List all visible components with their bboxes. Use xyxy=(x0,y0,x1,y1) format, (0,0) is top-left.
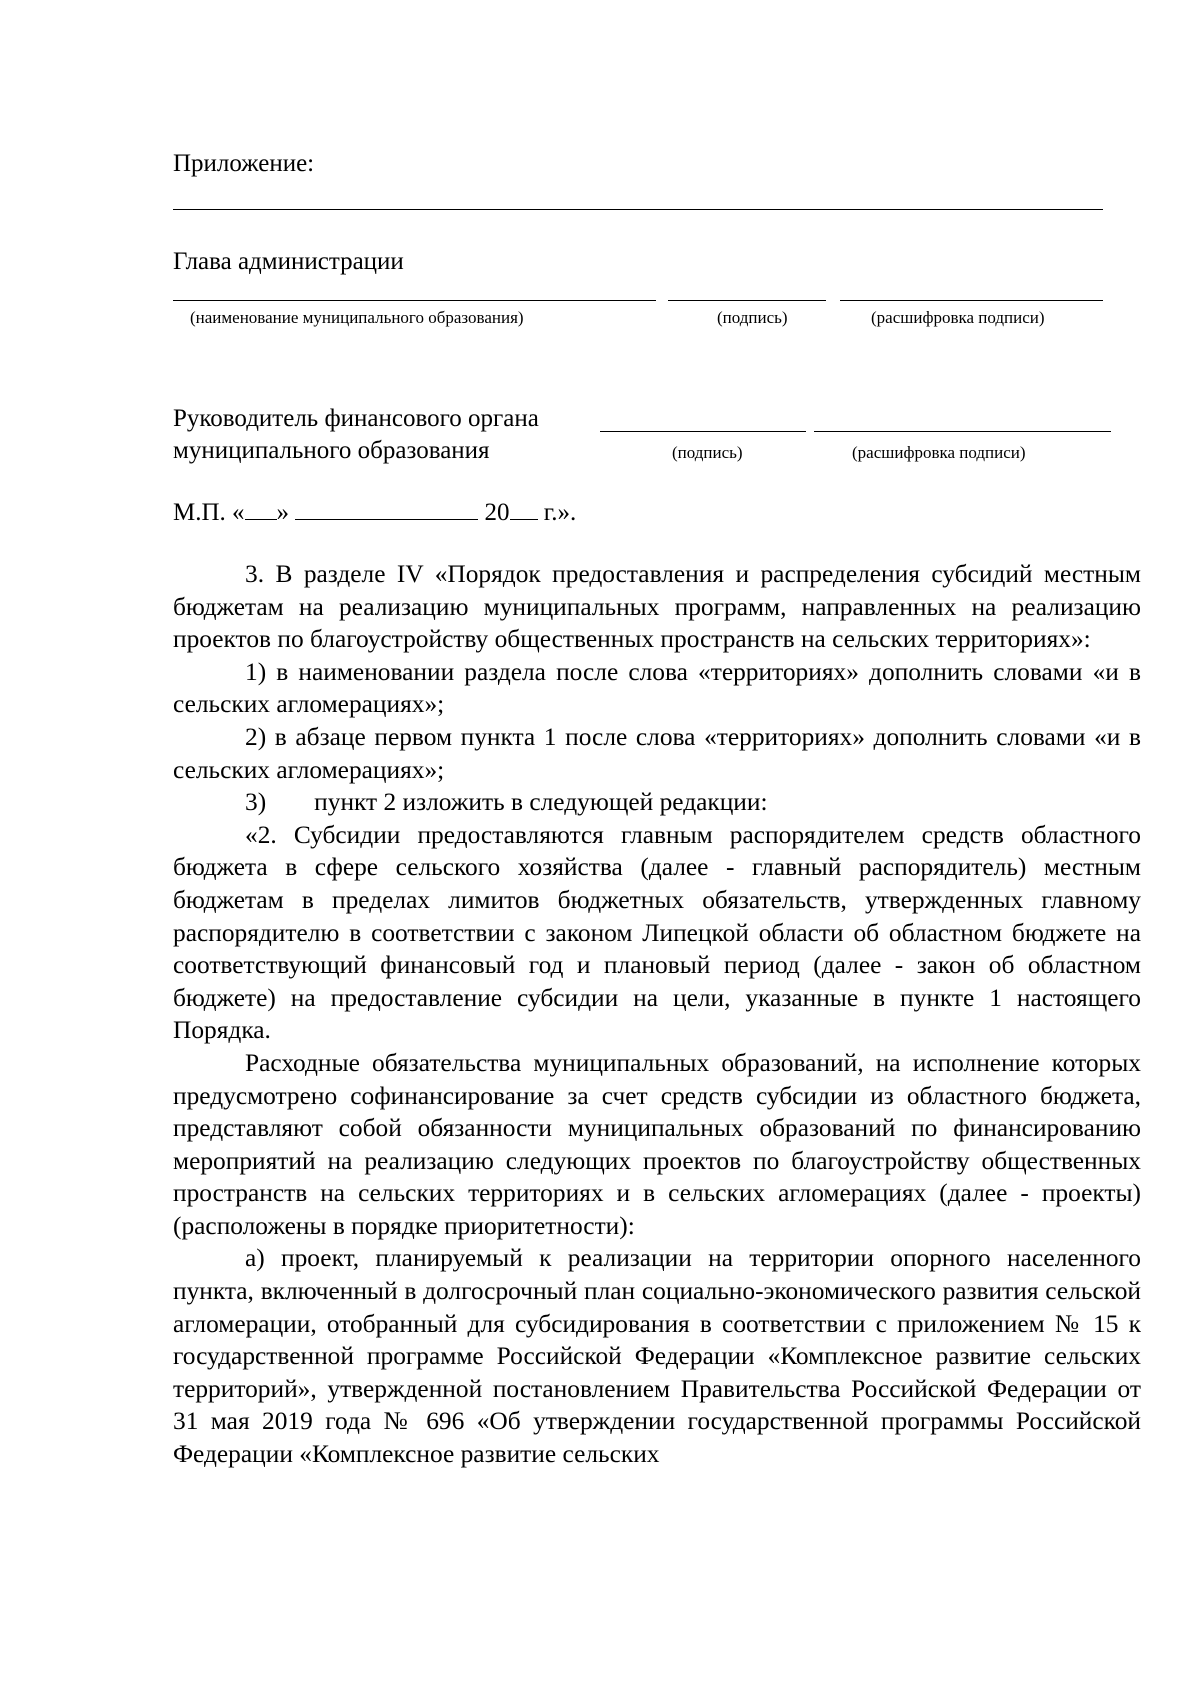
finance-signature-line xyxy=(600,431,806,432)
appendix-fill-line xyxy=(173,209,1103,210)
municipality-caption: (наименование муниципального образования) xyxy=(190,308,524,327)
item-3-number: 3) xyxy=(245,788,267,817)
paragraph-item-1: 1) в наименовании раздела после слова «территориях» дополнить словами «и в сельских агломерациях»; xyxy=(173,657,1141,719)
paragraph-point-2: «2. Субсидии предоставляются главным распорядителем средств областного бюджета в сфере сельского хозяйства (далее - главный распорядитель) местным бюджетам в пределах лимитов бюджетных обязательств, утвержденных главному распорядителю в соответствии с законом Липецкой области об областном бюджете на соответствующий финансовый год и плановый период (далее - закон об областном бюджете) на предоставление субсидии на цели, указанные в пункте 1 настоящего Порядка. xyxy=(173,820,1141,1045)
seal-year: 20 xyxy=(484,499,510,526)
finance-decoding-caption: (расшифровка подписи) xyxy=(852,443,1026,462)
head-signature-caption: (подпись) xyxy=(717,308,788,327)
paragraph-section-iv: 3. В разделе IV «Порядок предоставления и распределения субсидий местным бюджетам на реализацию муниципальных программ, направленных на реализацию проектов по благоустройству общественных пространств на сельских территориях»: xyxy=(173,560,1141,654)
month-blank xyxy=(295,497,478,520)
head-decoding-line xyxy=(840,300,1103,301)
paragraph-item-3 xyxy=(173,786,1141,819)
day-blank xyxy=(245,497,277,520)
finance-decoding-line xyxy=(814,431,1111,432)
seal-prefix: М.П. « xyxy=(173,499,245,526)
head-decoding-caption: (расшифровка подписи) xyxy=(871,308,1045,327)
item-3-text: пункт 2 изложить в следующей редакции: xyxy=(314,788,768,817)
head-signature-line xyxy=(668,300,826,301)
head-title: Глава администрации xyxy=(173,248,404,275)
paragraph-subitem-a: а) проект, планируемый к реализации на территории опорного населенного пункта, включенный в долгосрочный план социально-экономического развития сельской агломерации, отобранный для субсидирования в соответствии с приложением № 15 к государственной программе Российской Федерации «Комплексное развитие сельских территорий», утвержденной постановлением Правительства Российской Федерации от 31 мая 2019 года № 696 «Об утверждении государственной программы Российской Федерации «Комплексное развитие сельских xyxy=(173,1244,1141,1469)
paragraph-item-2: 2) в абзаце первом пункта 1 после слова «территориях» дополнить словами «и в сельских агломерациях»; xyxy=(173,722,1141,784)
seal-close-quote: » xyxy=(276,499,290,526)
finance-head-subtitle: муниципального образования xyxy=(173,437,490,464)
finance-signature-caption: (подпись) xyxy=(672,443,743,462)
seal-date-line xyxy=(173,497,576,529)
municipality-name-line xyxy=(173,300,656,301)
document-body xyxy=(173,558,1141,1471)
finance-head-title: Руководитель финансового органа xyxy=(173,405,539,432)
seal-suffix: г.». xyxy=(543,499,577,526)
year-blank xyxy=(510,497,538,520)
paragraph-expenditure-obligations: Расходные обязательства муниципальных образований, на исполнение которых предусмотрено софинансирование за счет средств субсидии из областного бюджета, представляют собой обязанности муниципальных образований по финансированию мероприятий на реализацию следующих проектов по благоустройству общественных пространств на сельских территориях и в сельских агломерациях (далее - проекты) (расположены в порядке приоритетности): xyxy=(173,1048,1141,1240)
appendix-title: Приложение: xyxy=(173,150,315,177)
